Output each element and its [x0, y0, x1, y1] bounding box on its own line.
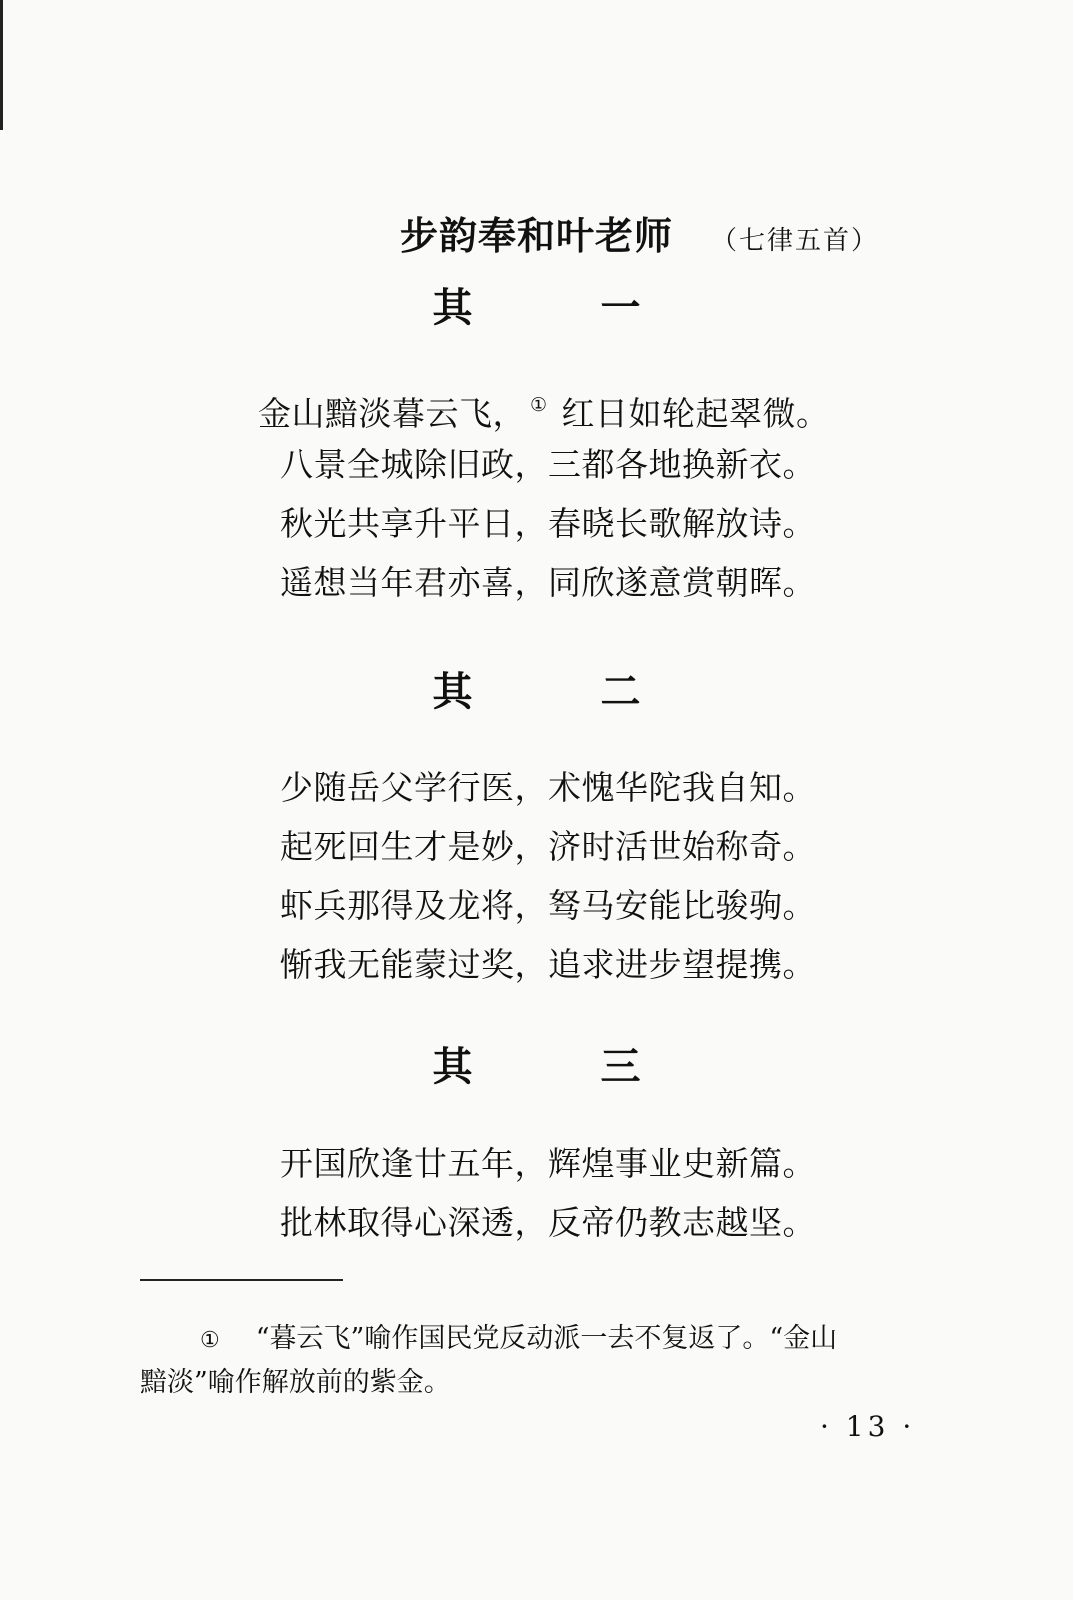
poem-line: 起死回生才是妙，济时活世始称奇。	[280, 827, 816, 866]
poem-line: 秋光共享升平日，春晓长歌解放诗。	[280, 504, 816, 543]
footnote-line	[140, 1318, 960, 1362]
footnote-text: “暮云飞”喻作国民党反动派一去不复返了。“金山	[255, 1323, 838, 1354]
poem-line: 遥想当年君亦喜，同欣遂意赏朝晖。	[280, 563, 816, 602]
poem-line: 八景全城除旧政，三都各地换新衣。	[280, 445, 816, 484]
footnote-marker: ①	[200, 1328, 220, 1353]
page-subtitle: （七律五首）	[711, 226, 880, 256]
poem-line: 开国欣逢廿五年，辉煌事业史新篇。	[280, 1144, 816, 1183]
poem-line: 虾兵那得及龙将，驽马安能比骏驹。	[280, 886, 816, 925]
page-edge-mark	[0, 0, 3, 130]
poem-3	[258, 1134, 898, 1252]
footnote-divider	[140, 1279, 343, 1281]
poem-line: 少随岳父学行医，术愧华陀我自知。	[280, 768, 816, 807]
section-heading-1: 其 一	[432, 285, 685, 331]
poem-line: 批林取得心深透，反帝仍教志越坚。	[280, 1203, 816, 1242]
footnote	[140, 1318, 960, 1404]
section-heading-3: 其 三	[432, 1044, 685, 1090]
section-heading-2: 其 二	[432, 669, 685, 715]
poem-line	[258, 376, 898, 435]
poem-line: 惭我无能蒙过奖，追求进步望提携。	[280, 945, 816, 984]
poem-line-part: 金山黯淡暮云飞，	[258, 394, 526, 433]
footnote-line: 黯淡”喻作解放前的紫金。	[140, 1367, 451, 1398]
poem-1	[258, 376, 898, 612]
page-title: 步韵奉和叶老师	[400, 214, 674, 258]
poem-2	[258, 758, 898, 994]
page-number: · 13 ·	[820, 1410, 916, 1443]
poem-line-part: 红日如轮起翠微。	[561, 394, 830, 433]
footnote-reference: ①	[530, 394, 548, 416]
title-row	[400, 205, 920, 258]
